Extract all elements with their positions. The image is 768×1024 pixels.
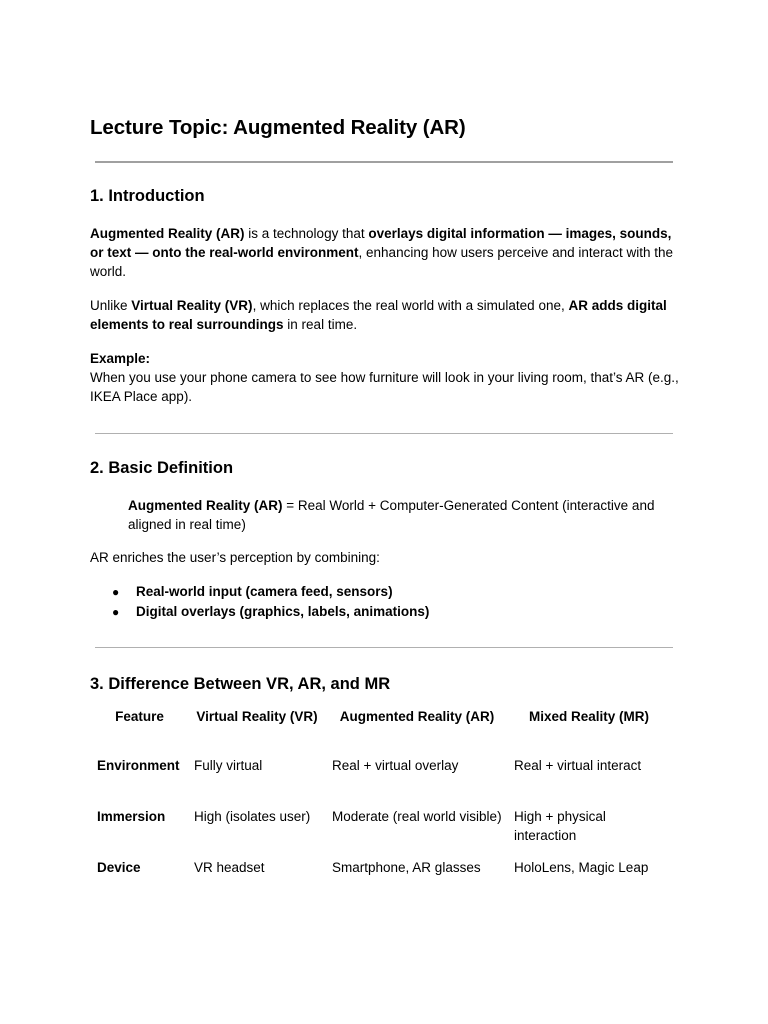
bold-text: AR adds digital elements to real surroundings (90, 298, 667, 332)
comparison-table (91, 702, 670, 888)
list-item-text: Real-world input (camera feed, sensors) (136, 584, 393, 599)
bold-text: Augmented Reality (AR) (128, 498, 283, 513)
table-row-header: Environment (97, 758, 180, 773)
list-item-text: Digital overlays (graphics, labels, animations) (136, 604, 430, 619)
section-heading-basic-definition: 2. Basic Definition (90, 459, 234, 477)
page-title: Lecture Topic: Augmented Reality (AR) (90, 116, 466, 139)
table-cell: Smartphone, AR glasses (332, 860, 481, 875)
table-header-row (91, 702, 670, 751)
divider (95, 647, 673, 648)
text: is a technology that (244, 226, 369, 241)
table-cell: Moderate (real world visible) (332, 809, 502, 824)
list-item (112, 582, 672, 602)
definition-quote (128, 496, 668, 534)
bold-text: overlays digital information — images, sounds, or text — onto the real-world environment (90, 226, 672, 260)
divider (95, 161, 673, 163)
divider (95, 433, 673, 434)
bullet-icon: ● (112, 605, 120, 619)
section-heading-introduction: 1. Introduction (90, 187, 205, 205)
comparison-paragraph (90, 296, 680, 334)
table-row-header: Immersion (97, 809, 166, 824)
table-cell: Real + virtual overlay (332, 758, 459, 773)
bold-text: Augmented Reality (AR) (90, 226, 245, 241)
bold-text: Virtual Reality (VR) (131, 298, 253, 313)
example-text: When you use your phone camera to see how furniture will look in your living room, that’s AR (e.g., IKEA Place app). (90, 370, 679, 404)
text: , which replaces the real world with a simulated one, (252, 298, 569, 313)
table-row (91, 751, 670, 802)
list-item (112, 602, 672, 622)
table-header-cell: Virtual Reality (VR) (196, 709, 318, 724)
bullet-icon: ● (112, 585, 120, 599)
table-row-header: Device (97, 860, 141, 875)
table-row (91, 802, 670, 853)
text: , enhancing how users perceive and interact with the world. (90, 245, 673, 279)
example-block (90, 349, 680, 406)
table-cell: High + physical interaction (514, 809, 606, 843)
text: in real time. (283, 317, 358, 332)
text: Unlike (90, 298, 132, 313)
table-header-cell: Augmented Reality (AR) (339, 709, 495, 724)
table-row (91, 853, 670, 888)
bullet-list (112, 582, 672, 622)
table-header-cell: Mixed Reality (MR) (528, 709, 650, 724)
table-header-cell: Feature (115, 709, 164, 724)
table-cell: VR headset (194, 860, 265, 875)
table-cell: High (isolates user) (194, 809, 311, 824)
section-heading-difference: 3. Difference Between VR, AR, and MR (90, 675, 391, 693)
example-label: Example: (90, 351, 151, 366)
table-cell: HoloLens, Magic Leap (514, 860, 649, 875)
text: = Real World + Computer-Generated Content (interactive and aligned in real time) (128, 498, 655, 532)
definition-intro: AR enriches the user’s perception by combining: (90, 550, 380, 565)
table-cell: Fully virtual (194, 758, 263, 773)
table-cell: Real + virtual interact (514, 758, 642, 773)
intro-paragraph (90, 224, 680, 281)
